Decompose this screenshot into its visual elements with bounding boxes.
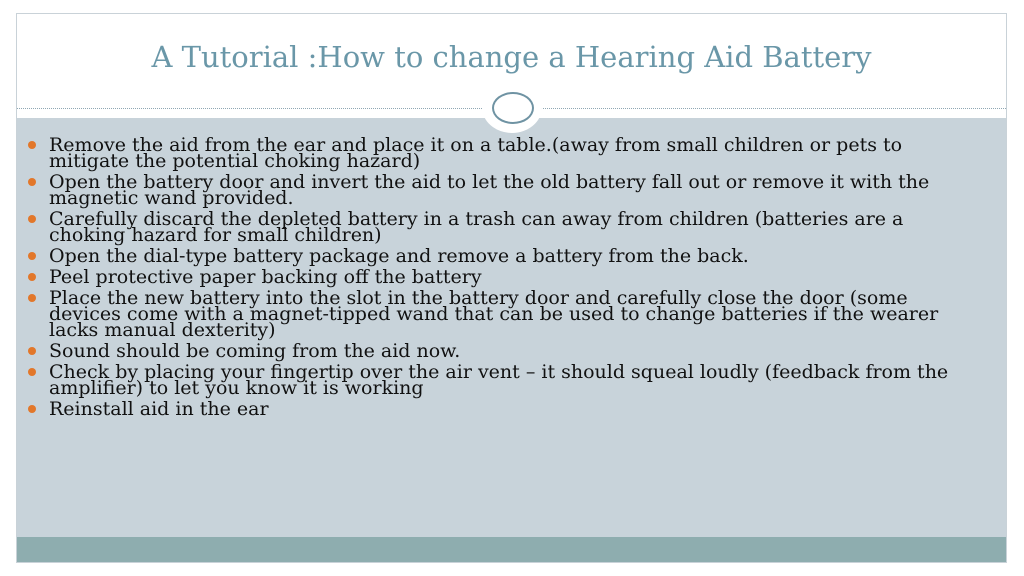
bullet-item <box>26 208 966 246</box>
bullet-dot-icon <box>28 141 36 149</box>
bullet-item <box>26 245 966 267</box>
bullet-text: Open the dial-type battery package and remove a battery from the back. <box>49 245 749 267</box>
bullet-item <box>26 171 966 209</box>
ring-icon <box>492 92 534 124</box>
bullet-item <box>26 134 966 172</box>
bullet-item <box>26 361 966 399</box>
bullet-dot-icon <box>28 294 36 302</box>
circle-ornament-icon <box>482 81 542 133</box>
bullet-text: Carefully discard the depleted battery in a trash can away from children (batteries are a choking hazard for small children) <box>49 208 904 246</box>
bullet-item <box>26 287 966 341</box>
bullet-text: Open the battery door and invert the aid to let the old battery fall out or remove it with the magnetic wand provided. <box>49 171 930 209</box>
bullet-text: Peel protective paper backing off the battery <box>49 266 482 288</box>
bullet-text: Reinstall aid in the ear <box>49 398 269 420</box>
bullet-item <box>26 340 966 362</box>
bullet-item <box>26 266 966 288</box>
bullet-dot-icon <box>28 252 36 260</box>
bullet-list <box>26 134 966 422</box>
bullet-dot-icon <box>28 273 36 281</box>
bullet-dot-icon <box>28 405 36 413</box>
slide-title: A Tutorial :How to change a Hearing Aid Battery <box>151 40 872 74</box>
bullet-text: Remove the aid from the ear and place it on a table.(away from small children or pets to mitigate the potential choking hazard) <box>49 134 903 172</box>
bullet-text: Sound should be coming from the aid now. <box>49 340 461 362</box>
footer-bar <box>17 537 1006 563</box>
bullet-dot-icon <box>28 215 36 223</box>
bullet-dot-icon <box>28 347 36 355</box>
bullet-dot-icon <box>28 178 36 186</box>
bullet-item <box>26 398 966 420</box>
bullet-dot-icon <box>28 368 36 376</box>
bullet-text: Place the new battery into the slot in the battery door and carefully close the door (some devices come with a magnet-tipped wand that can be used to change batteries if the wearer lacks manual dexterity) <box>49 287 939 341</box>
bullet-text: Check by placing your fingertip over the air vent – it should squeal loudly (feedback from the amplifier) to let you know it is working <box>49 361 949 399</box>
